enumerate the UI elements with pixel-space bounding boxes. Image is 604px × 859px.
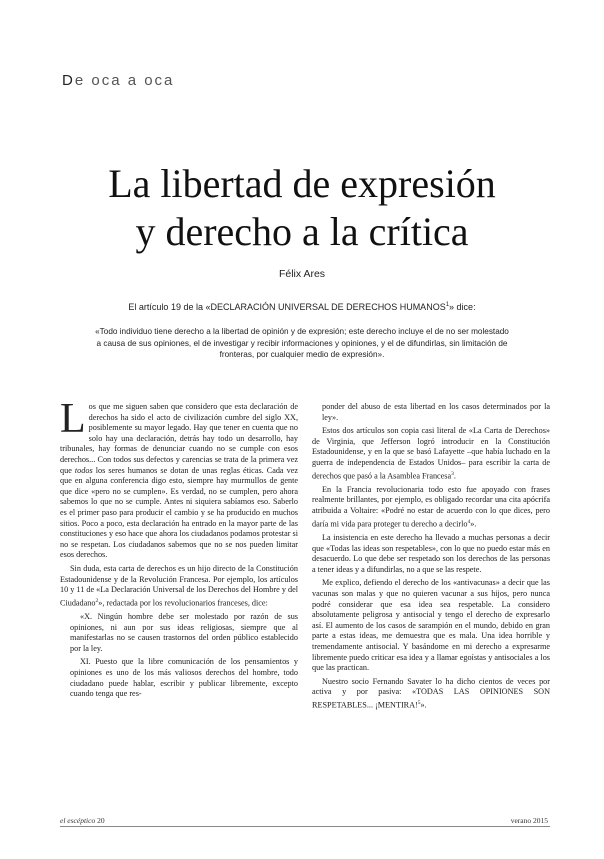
paragraph-3-text-end: . xyxy=(453,471,456,481)
intro-declaration-name: DECLARACIÓN UNIVERSAL DE DERECHOS HUMANOS xyxy=(210,302,446,312)
paragraph-4-text-start: En la Francia revolucionaria todo esto fue apoyado con frases realmente brillantes, por ejemplo, es obligado recordar una cita apócrifa atribuida a Voltaire: «Podré no estar de acuerdo con lo que dices, pero daría mi vida para proteger tu derecho a decirlo xyxy=(312,484,550,529)
footnote-mark-2: 2 xyxy=(95,597,99,604)
article-19-quote: «Todo individuo tiene derecho a la libertad de opinión y de expresión; este derecho incluye el de no ser molestado a causa de sus opiniones, el de investigar y recibir informaciones y opiniones, y el de difundirlas, sin limitación de fronteras, por cualquier medio de expresión». xyxy=(95,327,509,359)
paragraph-2-text-end: », redactada por los revolucionarios franceses, dice: xyxy=(98,598,268,608)
paragraph-4 xyxy=(312,485,550,530)
footer-rule xyxy=(60,826,550,827)
quoted-article-10: «X. Ningún hombre debe ser molestado por razón de sus opiniones, ni aun por sus ideas religiosas, siempre que al manifestarlas no se causen trastornos del orden público establecido por la ley. xyxy=(70,612,298,653)
footer-magazine xyxy=(60,816,105,825)
paragraph-3 xyxy=(312,426,550,482)
quoted-article-11: XI. Puesto que la libre comunicación de los pensamientos y opiniones es uno de los más valiosos derechos del hombre, todo ciudadano puede hablar, escribir y publicar libremente, excepto cuando tenga que res- xyxy=(70,657,298,699)
left-column xyxy=(60,396,298,700)
article-author: Félix Ares xyxy=(278,268,326,280)
section-label-rest: e oca a oca xyxy=(74,72,175,89)
paragraph-5: La insistencia en este derecho ha llevado a muchas personas a decir que «Todas las ideas son respetables», con lo que no puedo estar más en desacuerdo. Lo que debe ser respetado son los derechos de las personas a tener ideas y a difundirlas, no a que se las respete. xyxy=(312,533,550,574)
paragraph-7 xyxy=(312,677,550,712)
intro-prefix: El artículo 19 de la « xyxy=(128,302,211,312)
paragraph-1-text-start: os que me siguen saben que considero que esta declaración de derechos ha sido el acto de civilización cumbre del siglo XX, posiblemente su mayor legado. Hay que tener en cuenta que no solo hay una declaración, detrás hay todo un desarrollo, hay tribunales, hay formas de denunciar cuando no se cumple con esos derechos... Con todos sus defectos y carencias se trata de la primera vez que xyxy=(60,402,298,475)
intro-suffix: » dice: xyxy=(449,302,476,312)
quoted-article-11-continued: ponder del abuso de esta libertad en los casos determinados por la ley». xyxy=(322,402,550,422)
footnote-mark-3: 3 xyxy=(451,470,454,477)
article-title-line-1: La libertad de expresión xyxy=(108,161,496,206)
section-label-initial: D xyxy=(62,72,75,89)
article-title-line-2: y derecho a la crítica xyxy=(135,209,469,254)
paragraph-6: Me explico, defiendo el derecho de los «antivacunas» a decir que las vacunas son malas y que no quieren vacunar a sus hijos, pero nunca podré considerar que esa idea sea respetable. La considero absolutamente peligrosa y antisocial y tengo el derecho de expresarlo así. El aumento de los casos de sarampión en el mundo, debido en gran parte a estas ideas, me demuestra que es mala. Una idea horrible y tremendamente antisocial. Y basándome en mi derecho a expresarme libremente puedo criticar esa idea y a llamar egoístas y antisociales a los que las practican. xyxy=(312,578,550,673)
paragraph-7-text-end: ». xyxy=(420,700,427,710)
paragraph-7-text: Nuestro socio Fernando Savater lo ha dicho cientos de veces por activa y por pasiva: «TODAS LAS OPINIONES SON RESPETABLES... ¡MENTIRA! xyxy=(312,676,550,710)
footnote-mark-4: 4 xyxy=(467,518,471,525)
paragraph-3-text-start: Estos dos artículos son copia casi literal de «La Carta de Derechos» de Virginia, que Jefferson logró introducir en la Constitución Estadounidense, y en la que se basó Lafayette –que había luchado en la guerra de independencia de Estados Unidos– para escribir la carta de derechos que pasó a la Asamblea Francesa xyxy=(312,426,550,481)
dropcap: L xyxy=(60,396,86,442)
footnote-mark-5: 5 xyxy=(417,699,421,706)
section-label xyxy=(62,72,174,89)
page-number: 20 xyxy=(97,816,105,825)
magazine-name: el escéptico xyxy=(60,816,96,825)
paragraph-2 xyxy=(60,564,298,609)
paragraph-1-text-end: los seres humanos se dotan de unas reglas éticas. Cada vez que en alguna conferencia digo esto, siempre hay murmullos de gente que dice «pero no se cumplen». Es verdad, no se cumplen, pero ahora sabemos lo que no se cumple. Antes ni siquiera sabíamos eso. Saberlo es el primer paso para producir el cambio y se ha producido en muchos sitios. Poco a poco, esta declaración ha entrado en la mayor parte de las constituciones y eso hace que ahora los ciudadanos podamos protestar si no se respetan. Los ciudadanos sabemos que no se nos pueden limitar esos derechos. xyxy=(60,465,298,560)
paragraph-4-text-end: ». xyxy=(470,519,477,529)
paragraph-2-text-start: Sin duda, esta carta de derechos es un hijo directo de la Constitución Estadounidense y de la Revolución Francesa. Por ejemplo, los artículos 10 y 11 de «La Declaración Universal de los Derechos del Hombre y del Ciudadano xyxy=(60,563,298,608)
footer-issue: verano 2015 xyxy=(510,816,548,825)
right-column xyxy=(312,402,550,711)
intro-line xyxy=(0,302,604,312)
paragraph-1-emphasis: todos xyxy=(74,465,93,475)
paragraph-1 xyxy=(60,396,298,561)
intro-footnote-mark: 1 xyxy=(445,302,450,308)
